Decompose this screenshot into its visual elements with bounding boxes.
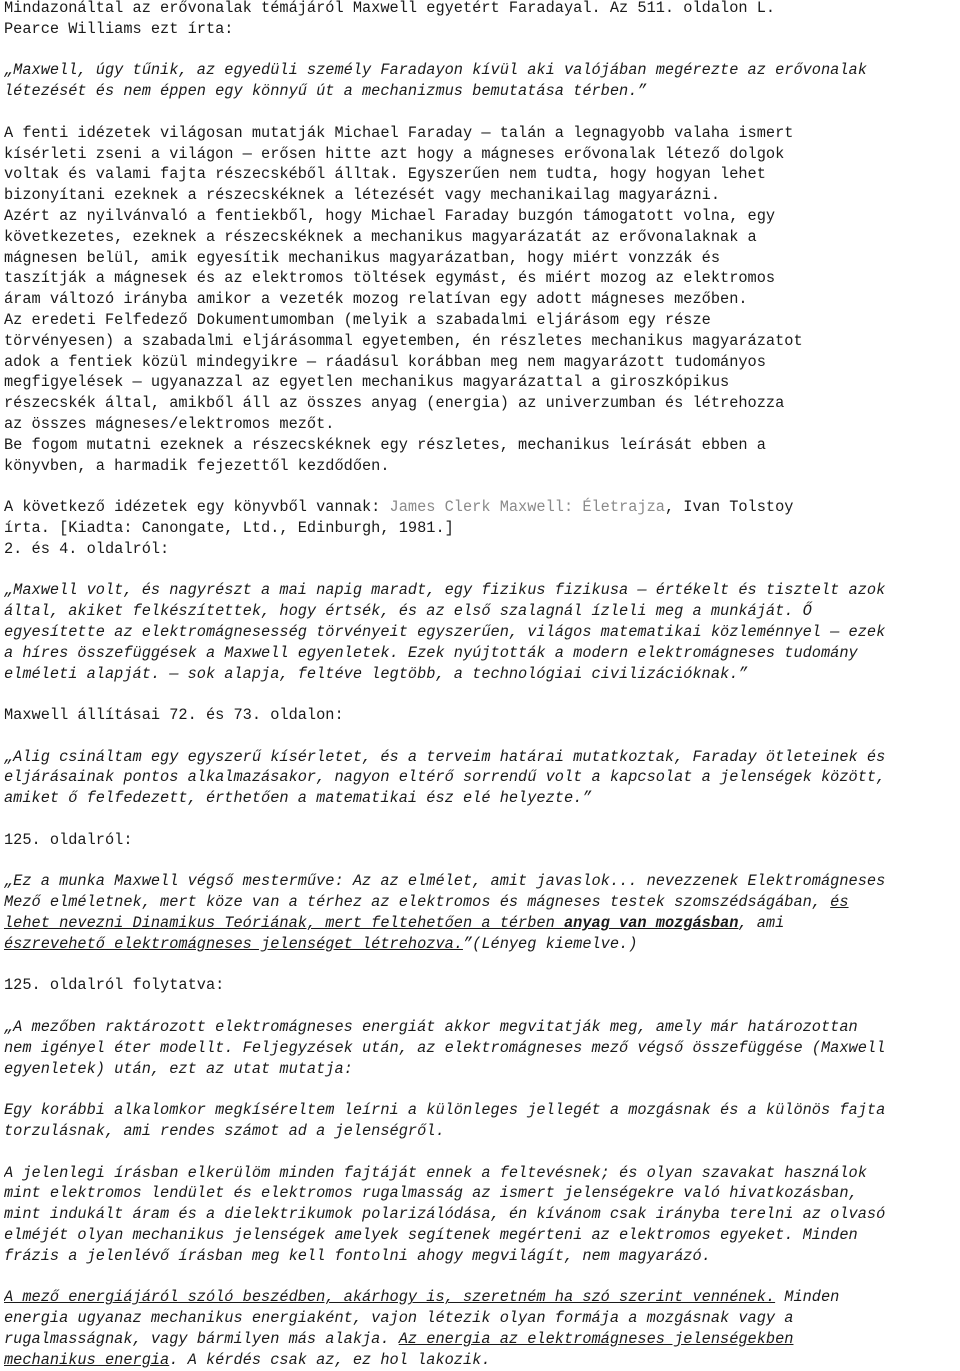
quote-line: elméleti alapját. — sok alapja, feltéve legtöbb, a technológiai civilizációknak.” xyxy=(4,664,748,683)
quote-line: „A mezőben raktározott elektromágneses energiát akkor megvitatják meg, amely már határozottan xyxy=(4,1018,858,1037)
body-line: Az eredeti Felfedező Dokumentumomban (melyik a szabadalmi eljárásom egy része xyxy=(4,310,711,329)
quote-text: Mező elméletnek, mert köze van a térhez az elektromos és mágneses testek szomszédságában, xyxy=(4,893,831,912)
quote-line: mint elektromos lendület és elektromos rugalmasság az ismert jelenségekre való hivatkozásban, xyxy=(4,1184,858,1203)
quote-line: A jelenlegi írásban elkerülöm minden fajtáját ennek a feltevésnek; és olyan szavakat használok xyxy=(4,1163,867,1182)
section-heading: Maxwell állításai 72. és 73. oldalon: xyxy=(4,706,344,725)
source-line: 2. és 4. oldalról: xyxy=(4,539,170,558)
underlined-text: mechanikus energia xyxy=(4,1350,170,1369)
body-paragraph xyxy=(4,123,960,477)
underlined-text: A mező energiájáról szóló beszédben, akárhogy is, szeretném ha szó szerint vennének. xyxy=(4,1288,776,1307)
quote-text: , ami xyxy=(738,914,785,933)
underlined-text: Az energia az elektromágneses jelenségekben xyxy=(398,1330,794,1348)
underlined-text: lehet nevezni Dinamikus Teóriának, mert feltehetően a térben xyxy=(4,914,564,933)
quote-text: Minden xyxy=(775,1288,840,1307)
body-line: bizonyítani ezeknek a részecskéknek a létezését vagy mechanikailag magyarázni. xyxy=(4,186,721,205)
body-line: az összes mágneses/elektromos mezőt. xyxy=(4,414,335,433)
quote-line: „Maxwell volt, és nagyrészt a mai napig maradt, egy fizikus fizikusa — értékelt és tisztelt azok xyxy=(4,581,886,600)
body-line: megfigyelések — ugyanazzal az egyetlen mechanikus magyarázattal a giroszkópikus xyxy=(4,373,730,392)
quote-line: frázis a jelenlévő írásban meg kell fontolni ahogy megvilágít, nem magyarázó. xyxy=(4,1246,711,1265)
quote-line: mint indukált áram és a dielektrikumok polarizálódása, én kívánom csak irányba terelni az olvasó xyxy=(4,1205,886,1224)
body-line: részecskék által, amikből áll az összes anyag (energia) az univerzumban és létrehozza xyxy=(4,394,785,413)
body-line: Azért az nyilvánvaló a fentiekből, hogy Michael Faraday buzgón támogatott volna, egy xyxy=(4,206,776,225)
body-line: következetes, ezeknek a részecskéknek a mechanikus magyarázatát az erővonalaknak a xyxy=(4,227,757,246)
body-line: A fenti idézetek világosan mutatják Michael Faraday — talán a legnagyobb valaha ismert xyxy=(4,123,794,142)
body-line: áram változó irányba amikor a vezeték mozog relatívan egy adott mágneses mezőben. xyxy=(4,290,748,309)
quote-line: „Ez a munka Maxwell végső mesterműve: Az az elmélet, amit javaslok... nevezzenek Elektromágneses xyxy=(4,872,886,891)
quote-text: ”(Lényeg kiemelve.) xyxy=(462,934,638,953)
section-heading: 125. oldalról: xyxy=(4,830,133,849)
quote-line xyxy=(4,913,960,934)
source-prefix: A következő idézetek egy könyvből vannak: xyxy=(4,498,390,517)
quote-line xyxy=(4,1350,960,1371)
body-line: mágnesen belül, amik egyesítik mechanikus magyarázatban, hogy miért vonzzák és xyxy=(4,248,721,267)
quote-line xyxy=(4,892,960,913)
body-line: törvényesen) a szabadalmi eljárásommal egyetemben, én részletes mechanikus magyarázatot xyxy=(4,331,803,350)
quote-line: létezését és nem éppen egy könnyű út a mechanizmus bemutatása térben.” xyxy=(4,82,647,101)
body-line: könyvben, a harmadik fejezettől kezdődően. xyxy=(4,456,390,475)
quote-line: egyenletek) után, ezt az utat mutatja: xyxy=(4,1059,353,1078)
section-heading: 125. oldalról folytatva: xyxy=(4,976,225,995)
source-suffix: , Ivan Tolstoy xyxy=(664,498,794,517)
quote-line: által, akiket felkészítettek, hogy értsék, és az első szalagnál ízleli meg a munkáját. Ő xyxy=(4,602,812,621)
body-line: adok a fentiek közül mindegyikre — ráadásul korábban meg nem magyarázott tudományos xyxy=(4,352,766,371)
emphasized-text: anyag van mozgásban xyxy=(563,914,739,933)
quote-line: amiket ő felfedezett, érthetően a matematikai ész elé helyezte.” xyxy=(4,789,592,808)
quote-text: . A kérdés csak az, ez hol lakozik. xyxy=(169,1350,491,1369)
quote-line: „Maxwell, úgy tűnik, az egyedüli személy Faradayon kívül aki valójában megérezte az erővonalak xyxy=(4,61,867,80)
source-line: írta. [Kiadta: Canongate, Ltd., Edinburgh, 1981.] xyxy=(4,518,454,537)
quote-line: Egy korábbi alkalomkor megkíséreltem leírni a különleges jellegét a mozgásnak és a különös fajta xyxy=(4,1101,886,1120)
book-title-link[interactable]: James Clerk Maxwell: Életrajza xyxy=(389,498,665,517)
quote-line: nem igényel éter modellt. Feljegyzések után, az elektromágneses mező végső összefüggése (Maxwell xyxy=(4,1038,886,1057)
underlined-text: és xyxy=(830,893,849,912)
quote-line xyxy=(4,1287,960,1308)
quote-text: rugalmasságnak, vagy bármilyen más alakja. xyxy=(4,1330,399,1348)
quote-line: „Alig csináltam egy egyszerű kísérletet, és a terveim határai mutatkoztak, Faraday ötleteinek és xyxy=(4,747,886,766)
source-line xyxy=(4,497,960,518)
quote-line: a híres összefüggések a Maxwell egyenletek. Ezek nyújtották a modern elektromágneses tudomány xyxy=(4,643,858,662)
quote-line: elméjét olyan mechanikus jelenségek amelyek segítenek megérteni az elektromos egyeket. Minden xyxy=(4,1226,858,1245)
quote-line: egyesítette az elektromágnesesség törvényeit egyszerűen, világos matematikai közleménnyel — ezek xyxy=(4,622,886,641)
body-line: kísérleti zseni a világon — erősen hitte azt hogy a mágneses erővonalak létező dolgok xyxy=(4,144,785,163)
quote-line: energia ugyanaz mechanikus energiaként, vajon létezik olyan formája a mozgásnak vagy a xyxy=(4,1309,794,1328)
underlined-text: észrevehető elektromágneses jelenséget létrehozva. xyxy=(4,934,463,953)
intro-line: Mindazonáltal az erővonalak témájáról Maxwell egyetért Faradayal. Az 511. oldalon L. xyxy=(4,0,776,17)
body-line: Be fogom mutatni ezeknek a részecskéknek egy részletes, mechanikus leírását ebben a xyxy=(4,435,766,454)
quote-line xyxy=(4,1329,960,1350)
body-line: taszítják a mágnesek és az elektromos töltések egymást, és miért mozog az elektromos xyxy=(4,269,776,288)
quote-line: torzulásnak, ami rendes számot ad a jelenségről. xyxy=(4,1122,445,1141)
quote-line xyxy=(4,934,960,955)
quote-line: eljárásainak pontos alkalmazásakor, nagyon eltérő sorrendű volt a kapcsolat a jelenségek között, xyxy=(4,768,886,787)
body-line: voltak és valami fajta részecskéből álltak. Egyszerűen nem tudta, hogy hogyan lehet xyxy=(4,165,766,184)
intro-line: Pearce Williams ezt írta: xyxy=(4,19,234,38)
